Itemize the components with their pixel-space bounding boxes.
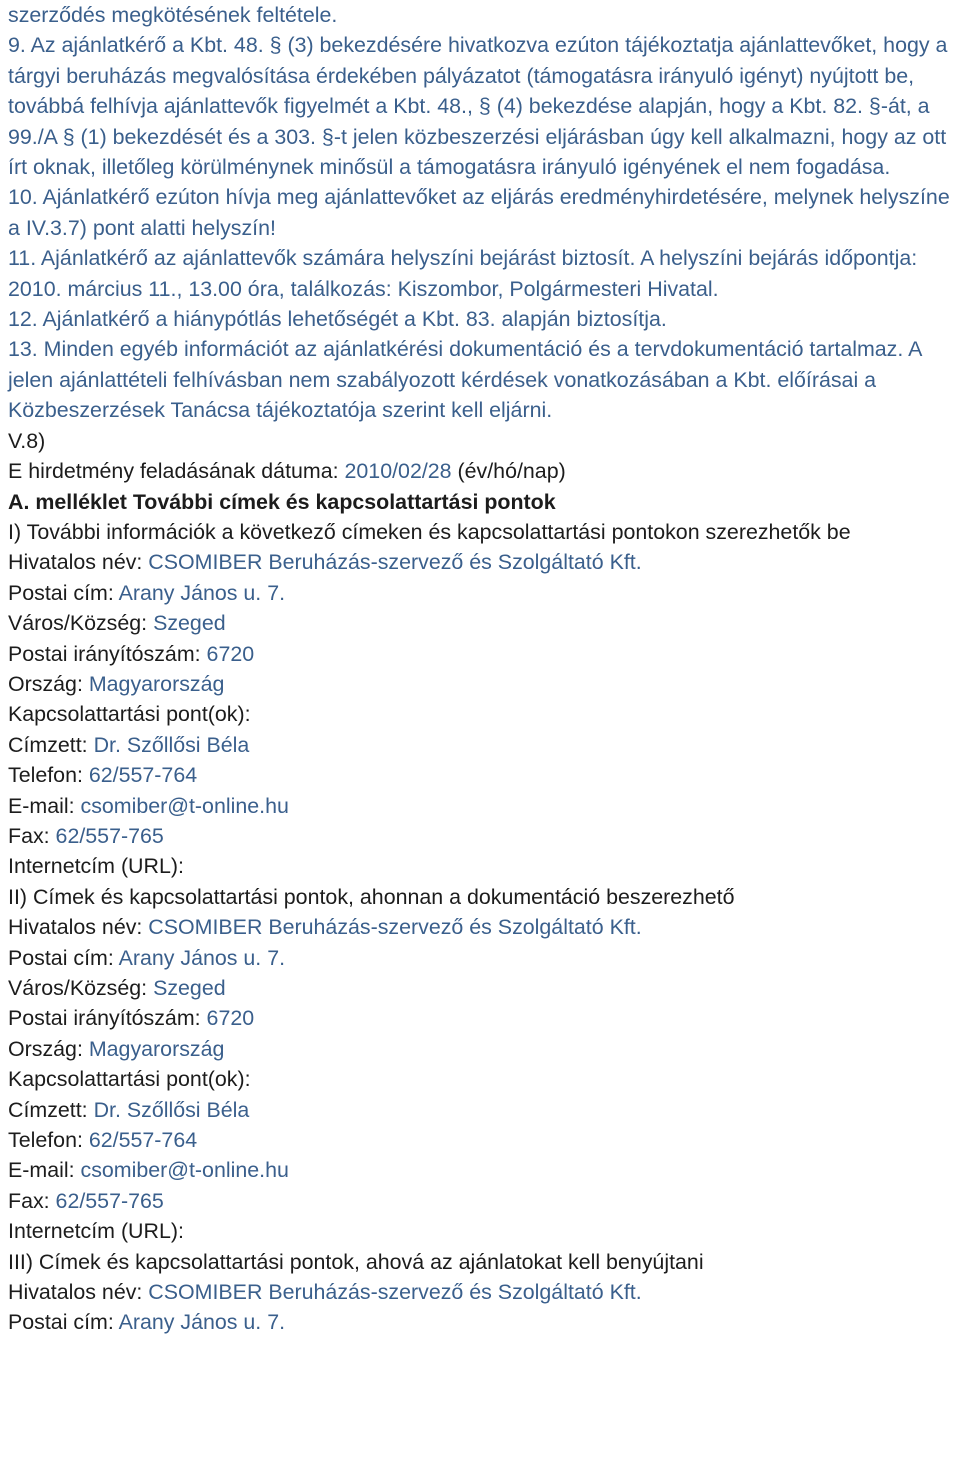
line-contract-condition: szerződés megkötésének feltétele. (8, 3, 338, 27)
zip-row (8, 639, 956, 669)
dispatch-date-row (8, 456, 956, 486)
postal-address-row (8, 578, 956, 608)
recipient-value: Dr. Szőllősi Béla (93, 732, 250, 757)
city-row (8, 608, 956, 638)
email-label: E-mail: (8, 1158, 81, 1183)
phone-value: 62/557-764 (88, 1128, 198, 1153)
country-label: Ország: (8, 671, 89, 696)
dispatch-date-value: 2010/02/28 (344, 459, 452, 484)
city-label: Város/Község: (8, 976, 154, 1000)
email-value: csomiber@t-online.hu (80, 793, 289, 818)
official-name-label: Hivatalos név: (8, 915, 149, 940)
annex-title: A. melléklet További címek és kapcsolattartási pontok (8, 489, 556, 514)
fax-label: Fax: (8, 823, 56, 848)
v8-heading: V.8) (8, 428, 46, 453)
recipient-label: Címzett: (8, 1097, 94, 1122)
country-row (8, 1034, 956, 1064)
email-row (8, 791, 956, 821)
official-name-value: CSOMIBER Beruházás-szervező és Szolgáltató Kft. (148, 550, 642, 575)
fax-value: 62/557-765 (55, 1188, 164, 1213)
dispatch-date-label: E hirdetmény feladásának dátuma: (8, 459, 345, 484)
phone-label: Telefon: (8, 763, 89, 788)
phone-value: 62/557-764 (88, 763, 198, 788)
contact-points-label: Kapcsolattartási pont(ok): (8, 702, 251, 727)
postal-address-label: Postai cím: (8, 580, 119, 605)
item-11: 11. Ajánlatkérő az ajánlattevők számára helyszíni bejárást biztosít. A helyszíni bejárás időpontja: 2010. március 11., 13.00 óra, találkozás: Kiszombor, Polgármesteri Hivatal. (8, 246, 918, 301)
city-label: Város/Község: (8, 611, 154, 636)
official-name-label: Hivatalos név: (8, 1280, 149, 1305)
zip-label: Postai irányítószám: (8, 1006, 207, 1031)
zip-value: 6720 (206, 1006, 255, 1031)
fax-row (8, 1186, 956, 1216)
official-name-row (8, 547, 956, 577)
city-row (8, 973, 956, 1003)
section-ii-heading: II) Címek és kapcsolattartási pontok, ahonnan a dokumentáció beszerezhető (8, 884, 735, 909)
zip-row (8, 1003, 956, 1033)
url-label: Internetcím (URL): (8, 854, 184, 879)
country-value: Magyarország (88, 671, 225, 696)
recipient-row (8, 1095, 956, 1125)
phone-label: Telefon: (8, 1128, 89, 1153)
email-label: E-mail: (8, 793, 81, 818)
official-name-value: CSOMIBER Beruházás-szervező és Szolgáltató Kft. (148, 915, 642, 940)
city-value: Szeged (153, 611, 226, 636)
phone-row (8, 760, 956, 790)
country-row (8, 669, 956, 699)
dispatch-date-suffix: (év/hó/nap) (451, 459, 566, 484)
item-10: 10. Ajánlatkérő ezúton hívja meg ajánlattevőket az eljárás eredményhirdetésére, melynek helyszíne a IV.3.7) pont alatti helyszín! (8, 185, 950, 240)
item-13: 13. Minden egyéb információt az ajánlatkérési dokumentáció és a tervdokumentáció tartalmaz. A jelen ajánlattételi felhívásban nem szabályozott kérdések vonatkozásában a Kbt. előírásai a Közbeszerzések Tanácsa tájékoztatója szerint kell eljárni. (8, 337, 922, 423)
fax-row (8, 821, 956, 851)
section-i-heading: I) További információk a következő címeken és kapcsolattartási pontokon szerezhetők be (8, 519, 851, 544)
fax-value: 62/557-765 (55, 823, 164, 848)
official-name-label: Hivatalos név: (8, 550, 149, 575)
country-label: Ország: (8, 1036, 89, 1061)
recipient-row (8, 730, 956, 760)
postal-address-row (8, 1307, 956, 1337)
item-12: 12. Ajánlatkérő a hiánypótlás lehetőségét a Kbt. 83. alapján biztosítja. (8, 307, 667, 332)
zip-label: Postai irányítószám: (8, 641, 207, 666)
item-9: 9. Az ajánlatkérő a Kbt. 48. § (3) bekezdésére hivatkozva ezúton tájékoztatja ajánlattevőket, hogy a tárgyi beruházás megvalósítása érdekében pályázatot (támogatásra irányuló igényt) nyújtott be, továbbá felhívja ajánlattevők figyelmét a Kbt. 48., § (4) bekezdése alapján, hogy a Kbt. 82. §-át, a 99./A § (1) bekezdését és a 303. §-t jelen közbeszerzési eljárásban úgy kell alkalmazni, hogy az ott írt oknak, illetőleg körülménynek minősül a támogatásra irányuló igényének el nem fogadása. (8, 33, 948, 180)
intro-section (8, 0, 956, 426)
contact-points-label: Kapcsolattartási pont(ok): (8, 1067, 251, 1092)
url-label: Internetcím (URL): (8, 1219, 184, 1244)
phone-row (8, 1125, 956, 1155)
zip-value: 6720 (206, 641, 255, 666)
document-page (8, 0, 956, 1338)
postal-address-value: Arany János u. 7. (118, 1310, 286, 1335)
section-iii-heading: III) Címek és kapcsolattartási pontok, ahová az ajánlatokat kell benyújtani (8, 1249, 704, 1274)
notice-section (8, 426, 956, 1338)
recipient-value: Dr. Szőllősi Béla (93, 1097, 250, 1122)
postal-address-value: Arany János u. 7. (118, 580, 286, 605)
postal-address-row (8, 943, 956, 973)
country-value: Magyarország (88, 1036, 225, 1061)
city-value: Szeged (153, 976, 226, 1000)
official-name-row (8, 912, 956, 942)
email-row (8, 1155, 956, 1185)
fax-label: Fax: (8, 1188, 56, 1213)
official-name-row (8, 1277, 956, 1307)
recipient-label: Címzett: (8, 732, 94, 757)
postal-address-value: Arany János u. 7. (118, 945, 286, 970)
email-value: csomiber@t-online.hu (80, 1158, 289, 1183)
official-name-value: CSOMIBER Beruházás-szervező és Szolgáltató Kft. (148, 1280, 642, 1305)
postal-address-label: Postai cím: (8, 1310, 119, 1335)
postal-address-label: Postai cím: (8, 945, 119, 970)
